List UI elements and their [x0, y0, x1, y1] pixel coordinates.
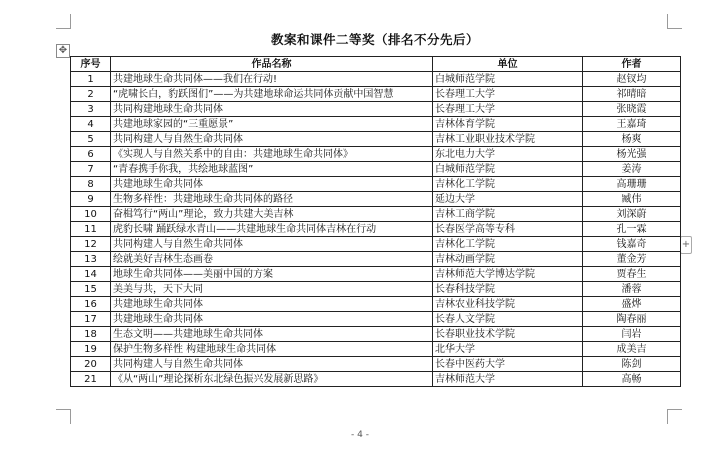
cell-author: 王嘉琦 [583, 117, 681, 132]
cell-author: 祁晴暗 [583, 87, 681, 102]
cell-organization: 长春人文学院 [433, 312, 583, 327]
cell-author: 杨爽 [583, 132, 681, 147]
cell-organization: 长春理工大学 [433, 87, 583, 102]
cell-work-title: 共建地球生命共同体 [111, 297, 433, 312]
table-row [71, 372, 681, 387]
table-move-handle-icon[interactable]: ✥ [56, 44, 70, 58]
cell-index: 7 [71, 162, 111, 177]
cell-organization: 吉林动画学院 [433, 252, 583, 267]
cell-organization: 白城师范学院 [433, 72, 583, 87]
table-row [71, 312, 681, 327]
cell-index: 15 [71, 282, 111, 297]
cell-work-title: 共建地球家园的“三重愿景” [111, 117, 433, 132]
cell-work-title: 保护生物多样性 构建地球生命共同体 [111, 342, 433, 357]
cell-author: 臧伟 [583, 192, 681, 207]
page-corner-mark-bottom-left [56, 409, 71, 424]
cell-organization: 长春科技学院 [433, 282, 583, 297]
cell-index: 8 [71, 177, 111, 192]
cell-author: 闫岩 [583, 327, 681, 342]
cell-author: 高畅 [583, 372, 681, 387]
cell-work-title: 共同构建地球生命共同体 [111, 102, 433, 117]
cell-work-title: 共同构建人与自然生命共同体 [111, 132, 433, 147]
cell-work-title: 虎豹长啸 踊跃绿水青山——共建地球生命共同体吉林在行动 [111, 222, 433, 237]
cell-organization: 延边大学 [433, 192, 583, 207]
header-author: 作者 [583, 57, 681, 72]
cell-work-title: 奋楫笃行“两山”理论，致力共建大美吉林 [111, 207, 433, 222]
page-corner-mark-top-right [667, 14, 682, 29]
cell-index: 17 [71, 312, 111, 327]
header-index: 序号 [71, 57, 111, 72]
cell-organization: 吉林化工学院 [433, 237, 583, 252]
cell-author: 潘蓉 [583, 282, 681, 297]
cell-index: 12 [71, 237, 111, 252]
table-row [71, 357, 681, 372]
cell-organization: 长春职业技术学院 [433, 327, 583, 342]
cell-index: 16 [71, 297, 111, 312]
cell-work-title: 生物多样性：共建地球生命共同体的路径 [111, 192, 433, 207]
cell-author: 姜涛 [583, 162, 681, 177]
cell-index: 21 [71, 372, 111, 387]
cell-work-title: 共建地球生命共同体 [111, 312, 433, 327]
cell-index: 19 [71, 342, 111, 357]
table-row [71, 177, 681, 192]
table-row [71, 207, 681, 222]
cell-work-title: 绘就美好吉林生态画卷 [111, 252, 433, 267]
cell-index: 18 [71, 327, 111, 342]
cell-organization: 吉林师范大学博达学院 [433, 267, 583, 282]
cell-work-title: “虎啸长白，豹跃图们”——为共建地球命运共同体贡献中国智慧 [111, 87, 433, 102]
cell-organization: 吉林农业科技学院 [433, 297, 583, 312]
cell-index: 1 [71, 72, 111, 87]
cell-index: 14 [71, 267, 111, 282]
cell-organization: 吉林工商学院 [433, 207, 583, 222]
table-row [71, 87, 681, 102]
cell-organization: 白城师范学院 [433, 162, 583, 177]
cell-author: 赵钗均 [583, 72, 681, 87]
cell-index: 4 [71, 117, 111, 132]
cell-organization: 长春中医药大学 [433, 357, 583, 372]
cell-work-title: 美美与共，天下大同 [111, 282, 433, 297]
cell-author: 董金芳 [583, 252, 681, 267]
cell-organization: 北华大学 [433, 342, 583, 357]
page-title: 教案和课件二等奖（排名不分先后） [270, 32, 479, 47]
cell-organization: 吉林工业职业技术学院 [433, 132, 583, 147]
cell-index: 6 [71, 147, 111, 162]
cell-index: 10 [71, 207, 111, 222]
cell-author: 孔一霖 [583, 222, 681, 237]
cell-organization: 长春医学高等专科 [433, 222, 583, 237]
table-row [71, 162, 681, 177]
table-row [71, 147, 681, 162]
cell-work-title: 共同构建人与自然生命共同体 [111, 357, 433, 372]
cell-author: 刘深蔚 [583, 207, 681, 222]
table-row [71, 267, 681, 282]
header-organization: 单位 [433, 57, 583, 72]
table-row [71, 282, 681, 297]
cell-index: 3 [71, 102, 111, 117]
cell-author: 成美吉 [583, 342, 681, 357]
table-row [71, 132, 681, 147]
cell-author: 陶春丽 [583, 312, 681, 327]
page-number: - 4 - [351, 430, 369, 440]
cell-index: 13 [71, 252, 111, 267]
cell-work-title: 共建地球生命共同体 [111, 177, 433, 192]
cell-index: 11 [71, 222, 111, 237]
table-header-row [71, 57, 681, 72]
cell-work-title: 共建地球生命共同体——我们在行动! [111, 72, 433, 87]
table-row [71, 327, 681, 342]
cell-index: 5 [71, 132, 111, 147]
cell-author: 盛烨 [583, 297, 681, 312]
table-row [71, 192, 681, 207]
table-row [71, 342, 681, 357]
cell-author: 贾春生 [583, 267, 681, 282]
table-row [71, 297, 681, 312]
cell-author: 杨光强 [583, 147, 681, 162]
cell-organization: 吉林体育学院 [433, 117, 583, 132]
cell-index: 2 [71, 87, 111, 102]
cell-work-title: 生态文明——共建地球生命共同体 [111, 327, 433, 342]
cell-work-title: “青春携手你我，共绘地球蓝图” [111, 162, 433, 177]
cell-index: 20 [71, 357, 111, 372]
cell-work-title: 共同构建人与自然生命共同体 [111, 237, 433, 252]
table-row [71, 222, 681, 237]
header-work-title: 作品名称 [111, 57, 433, 72]
cell-author: 高珊珊 [583, 177, 681, 192]
cell-work-title: 地球生命共同体——美丽中国的方案 [111, 267, 433, 282]
cell-organization: 长春理工大学 [433, 102, 583, 117]
cell-author: 陈剑 [583, 357, 681, 372]
awards-table [70, 56, 681, 387]
page-corner-mark-bottom-right [667, 409, 682, 424]
cell-index: 9 [71, 192, 111, 207]
cell-organization: 吉林化工学院 [433, 177, 583, 192]
table-row [71, 102, 681, 117]
table-row [71, 252, 681, 267]
page-corner-mark-top-left [56, 14, 71, 29]
cell-work-title: 《从“两山”理论探析东北绿色振兴发展新思路》 [111, 372, 433, 387]
cell-organization: 东北电力大学 [433, 147, 583, 162]
table-row [71, 117, 681, 132]
table-row [71, 72, 681, 87]
table-add-column-icon[interactable]: + [680, 236, 692, 254]
cell-organization: 吉林师范大学 [433, 372, 583, 387]
cell-author: 钱嘉奇 [583, 237, 681, 252]
cell-author: 张晓霞 [583, 102, 681, 117]
cell-work-title: 《实现人与自然关系中的自由：共建地球生命共同体》 [111, 147, 433, 162]
table-row [71, 237, 681, 252]
